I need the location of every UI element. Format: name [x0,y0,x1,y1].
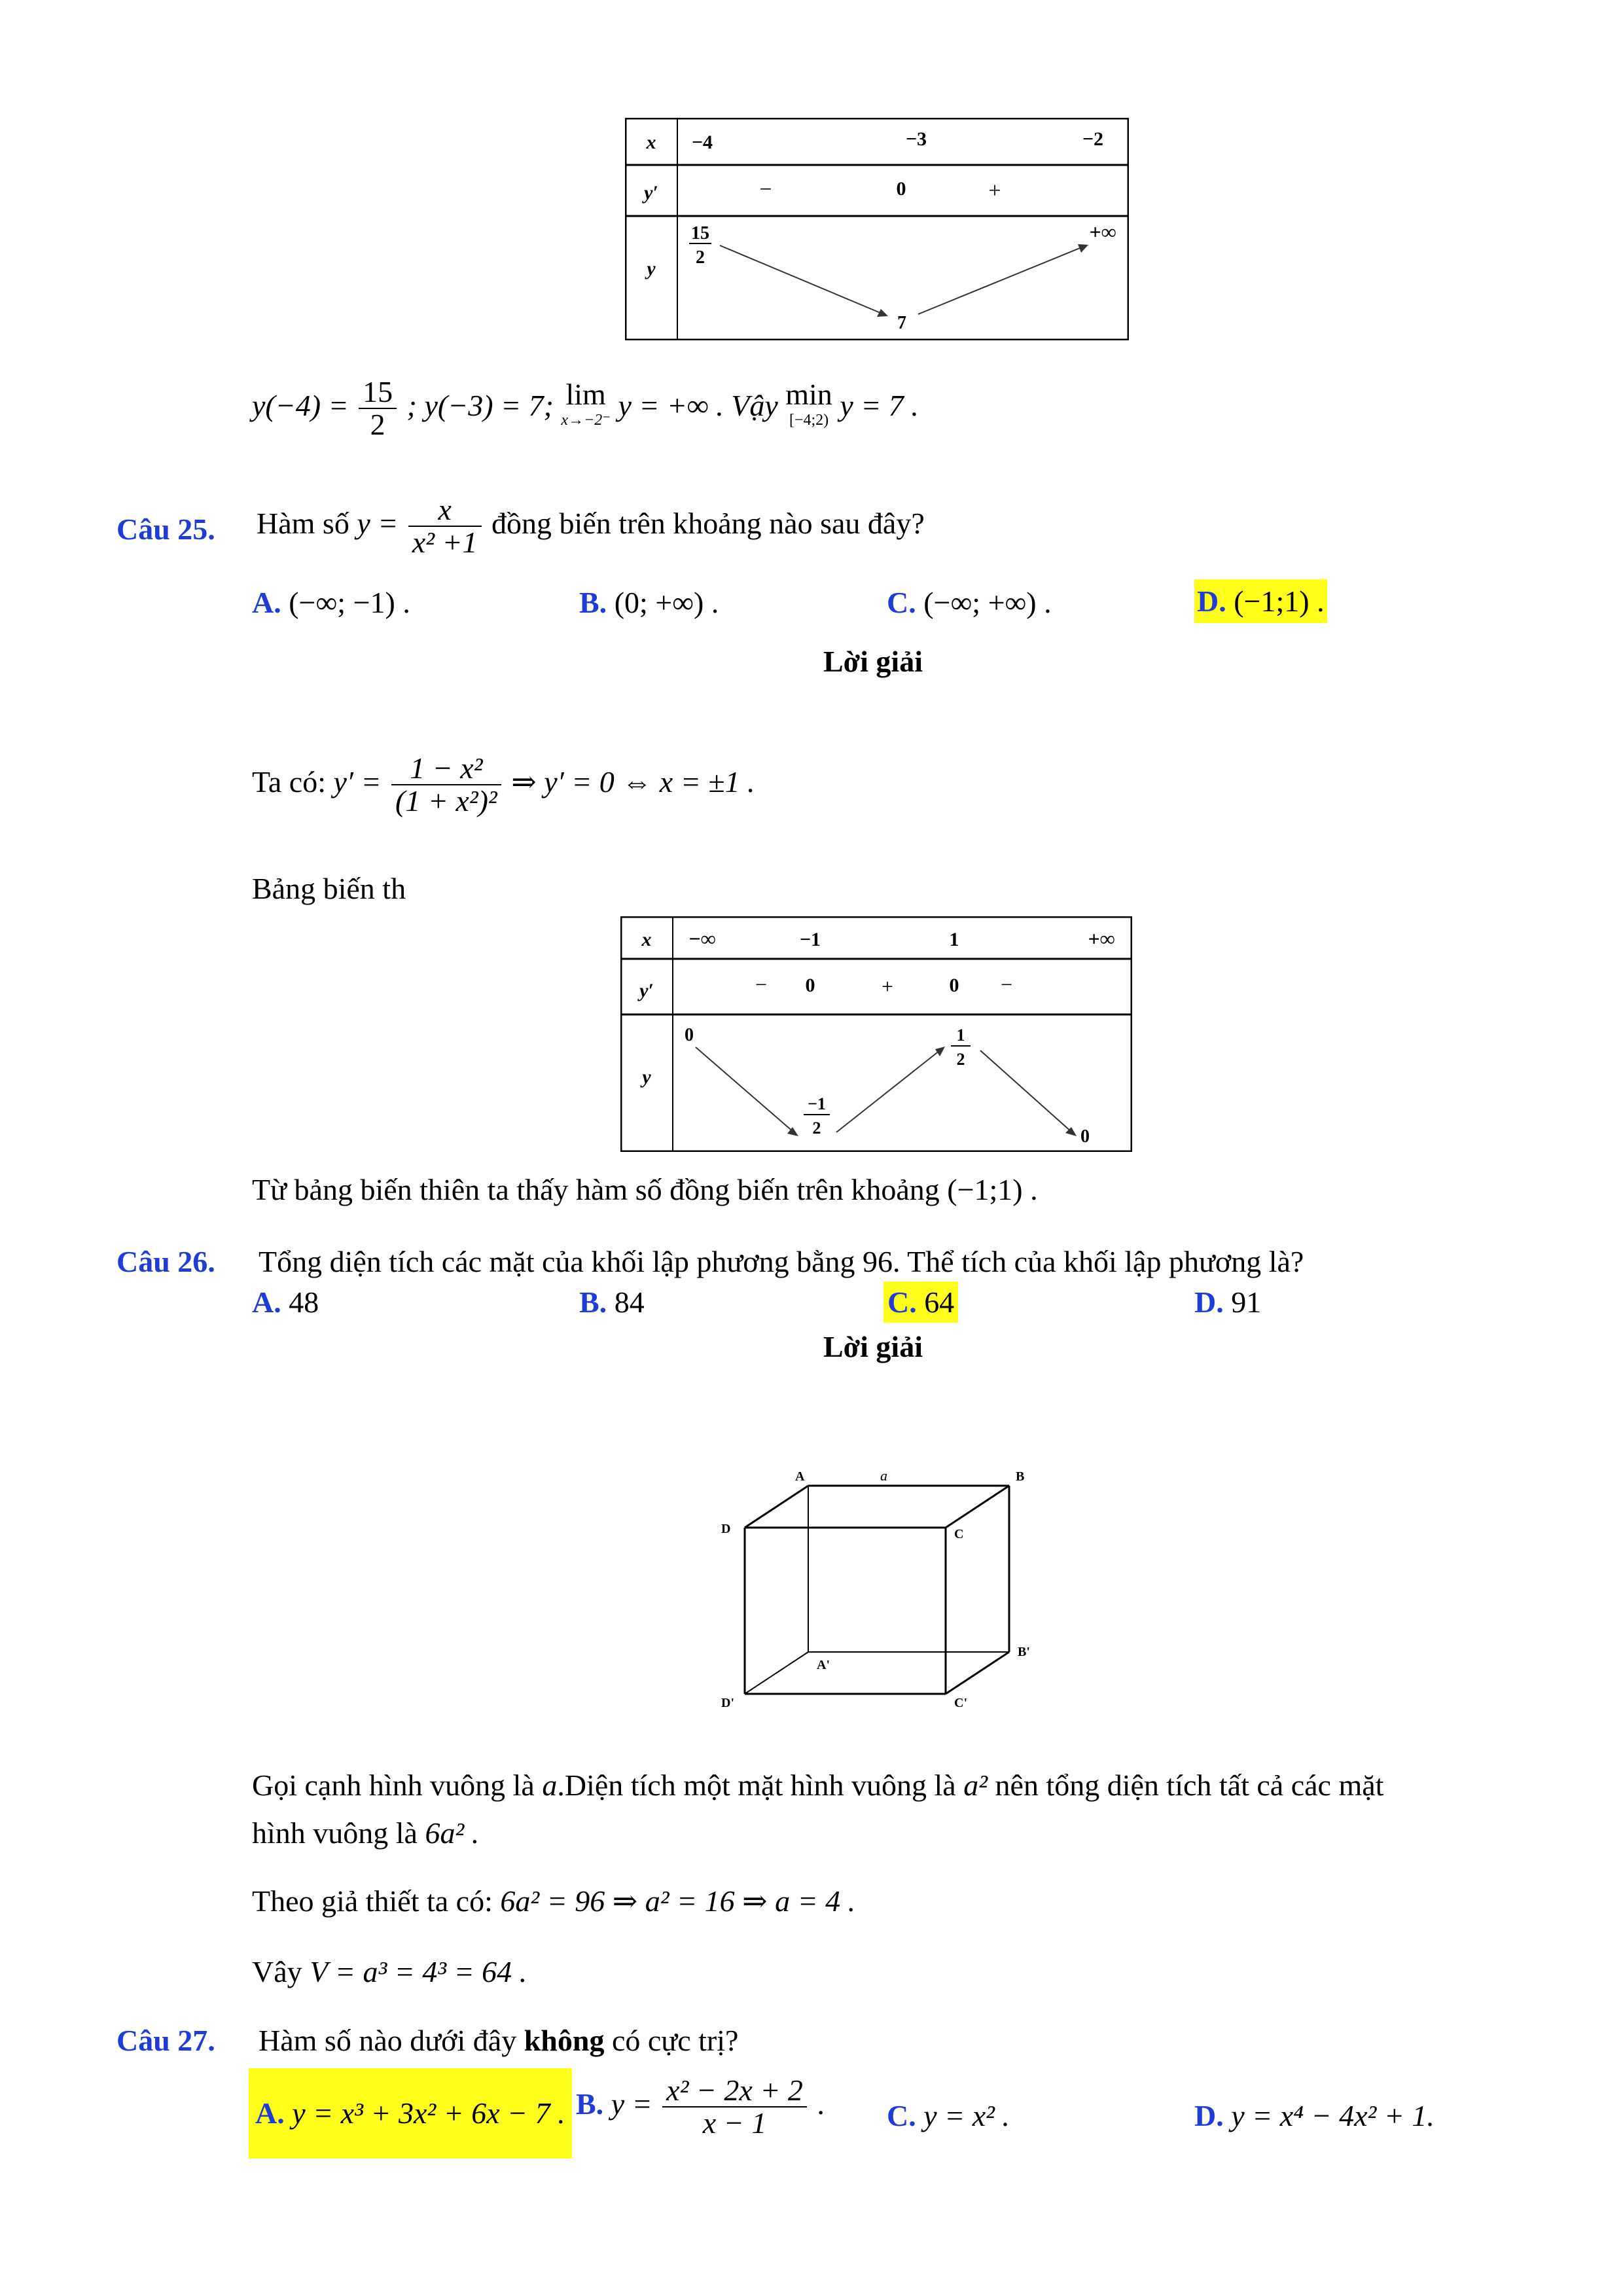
q25-option-b[interactable]: B. (0; +∞) . [579,586,719,619]
cube-label-c-prime: C' [954,1696,967,1710]
q25-label: Câu 25. [116,512,215,546]
q26-question: Tổng diện tích các mặt của khối lập phương bằng 96. Thể tích của khối lập phương là? [259,1245,1304,1278]
t2-x-4: +∞ [1088,927,1115,950]
t1-arrow-up [918,247,1083,314]
q26-option-c[interactable]: C. 64 [883,1282,958,1323]
q26-solution-line3: Theo giả thiết ta có: 6a² = 96 ⇒ a² = 16 ⇒ a = 4 . [252,1884,856,1918]
t2-label-x: x [641,929,652,950]
t2-yp-5: − [1000,973,1013,996]
cube-label-d-prime: D' [721,1696,734,1710]
t2-yp-1: − [755,973,768,996]
cube-label-c: C [954,1527,964,1541]
variation-table-1 [625,118,1129,340]
t2-x-3: 1 [949,929,959,950]
t1-x-3: −2 [1082,128,1104,150]
q27-question: Hàm số nào dưới đây không có cực trị? [259,2024,739,2057]
t2-yp-3: + [881,975,894,998]
q25-option-a[interactable]: A. (−∞; −1) . [252,586,410,619]
cube-label-b-prime: B' [1018,1645,1030,1659]
t2-label-yprime: y′ [639,980,654,1001]
q27-option-a[interactable]: A. y = x³ + 3x² + 6x − 7 . [249,2068,572,2159]
t2-x-1: −∞ [688,927,716,950]
t1-y-top-left-den: 2 [696,247,705,268]
t2-x-2: −1 [799,929,821,950]
q25-option-d[interactable]: D. (−1;1) . [1194,579,1327,623]
cube-figure [720,1460,1060,1715]
q27-option-c[interactable]: C. y = x² . [887,2099,1010,2132]
t1-label-y: y [647,258,656,279]
q26-option-d[interactable]: D. 91 [1194,1285,1262,1319]
q25-option-c[interactable]: C. (−∞; +∞) . [887,586,1052,619]
q26-solution-line1: Gọi cạnh hình vuông là a.Diện tích một mặt hình vuông là a² nên tổng diện tích tất cả các mặt [252,1768,1384,1802]
t2-y-max-num: 1 [956,1026,965,1045]
t1-y-top-right: +∞ [1089,220,1116,243]
t1-arrow-down [720,245,883,314]
q27-option-b[interactable]: B. y = $\frac{\text{x² − 2x + 2}}{x - 1}$ . [576,2073,825,2140]
t2-y-right: 0 [1080,1126,1090,1147]
q27-label: Câu 27. [116,2024,215,2057]
t2-arrow-3 [980,1050,1072,1132]
q26-solution-title: Lời giải [823,1330,923,1363]
t2-y-min-num: −1 [808,1094,826,1113]
t1-x-2: −3 [905,128,927,150]
t2-y-left: 0 [685,1025,694,1045]
cube-label-a-prime: A' [817,1658,830,1672]
t2-arrow-1 [696,1047,794,1132]
t2-y-max-den: 2 [956,1050,965,1069]
q25-derivative-line: Ta có: y′ = $\frac{\text{1 − x²}}{\text{(1 + x²)²}}$ ⇒ y′ = 0 ⇔ x = ±1 . [252,751,755,818]
cube-label-edge: a [880,1467,887,1484]
t2-yp-4: 0 [949,975,959,996]
q26-solution-line4: Vây V = a³ = 4³ = 64 . [252,1955,527,1988]
t1-yp-3: + [988,179,1001,203]
t1-yp-2: 0 [896,178,906,200]
t1-label-x: x [646,132,656,153]
cube-label-a: A [795,1469,805,1484]
t2-yp-2: 0 [805,975,815,996]
limit-line: y(−4) = $\frac{15}{2}$ ; y(−3) = 7; lim x→−2⁻ y = +∞ . Vậy min [−4;2) y = 7 . [252,375,919,442]
q26-solution-line2: hình vuông là 6a² . [252,1816,480,1850]
q26-option-b[interactable]: B. 84 [579,1285,645,1319]
q26-option-a[interactable]: A. 48 [252,1285,319,1319]
q25-question: Hàm số y = $\frac{x}{\text{x² +1}}$ đồng biến trên khoảng nào sau đây? [257,493,925,560]
t2-arrow-2 [836,1050,940,1132]
cube-label-b: B [1016,1469,1025,1484]
t1-yp-1: − [759,177,772,202]
q25-conclusion: Từ bảng biến thiên ta thấy hàm số đồng biến trên khoảng (−1;1) . [252,1173,1038,1206]
t2-y-min-den: 2 [812,1119,821,1138]
variation-table-2 [620,916,1132,1152]
q27-option-d[interactable]: D. y = x⁴ − 4x² + 1. [1194,2099,1435,2132]
t2-label-y: y [642,1066,651,1088]
t1-y-bottom: 7 [897,313,906,333]
cube-label-d: D [721,1522,731,1536]
t1-y-top-left: 15 [691,223,709,243]
q25-bbt-label: Bảng biến th [252,872,406,905]
t1-x-1: −4 [691,132,713,153]
q25-solution-title: Lời giải [823,645,923,678]
t1-label-yprime: y′ [644,182,658,204]
q26-label: Câu 26. [116,1245,215,1278]
